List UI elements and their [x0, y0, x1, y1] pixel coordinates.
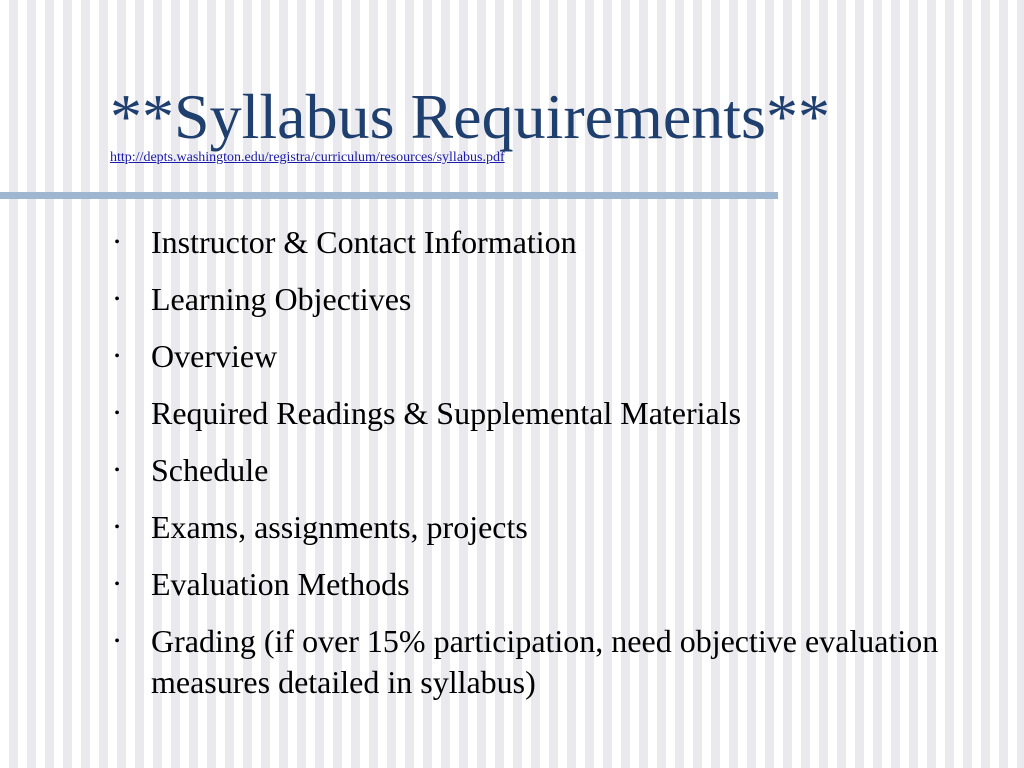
bullet-icon: • [114, 234, 120, 251]
list-item [110, 450, 990, 491]
list-item [110, 564, 990, 605]
title-block [110, 80, 990, 166]
list-item-text: Learning Objectives [151, 281, 412, 317]
list-item [110, 279, 990, 320]
list-item-text: Required Readings & Supplemental Materials [151, 395, 742, 431]
bullet-icon: • [114, 405, 120, 422]
slide-title: **Syllabus Requirements** [110, 81, 830, 152]
list-item [110, 507, 990, 548]
syllabus-pdf-link[interactable]: http://depts.washington.edu/registra/curriculum/resources/syllabus.pdf [110, 150, 505, 165]
list-item-text: Grading (if over 15% participation, need objective evaluation measures detailed in syllabus) [151, 623, 939, 700]
list-item [110, 393, 990, 434]
list-item-text: Schedule [151, 452, 269, 488]
bullet-icon: • [114, 576, 120, 593]
bullet-icon: • [114, 519, 120, 536]
list-item-text: Overview [151, 338, 278, 374]
bullet-icon: • [114, 291, 120, 308]
list-item-text: Exams, assignments, projects [151, 509, 528, 545]
list-item [110, 222, 990, 263]
list-item-text: Evaluation Methods [151, 566, 410, 602]
bullet-icon: • [114, 462, 120, 479]
bullet-icon: • [114, 348, 120, 365]
list-item [110, 621, 990, 703]
requirements-list [110, 222, 990, 719]
title-divider [0, 192, 778, 199]
list-item-text: Instructor & Contact Information [151, 224, 577, 260]
bullet-icon: • [114, 633, 120, 650]
list-item [110, 336, 990, 377]
